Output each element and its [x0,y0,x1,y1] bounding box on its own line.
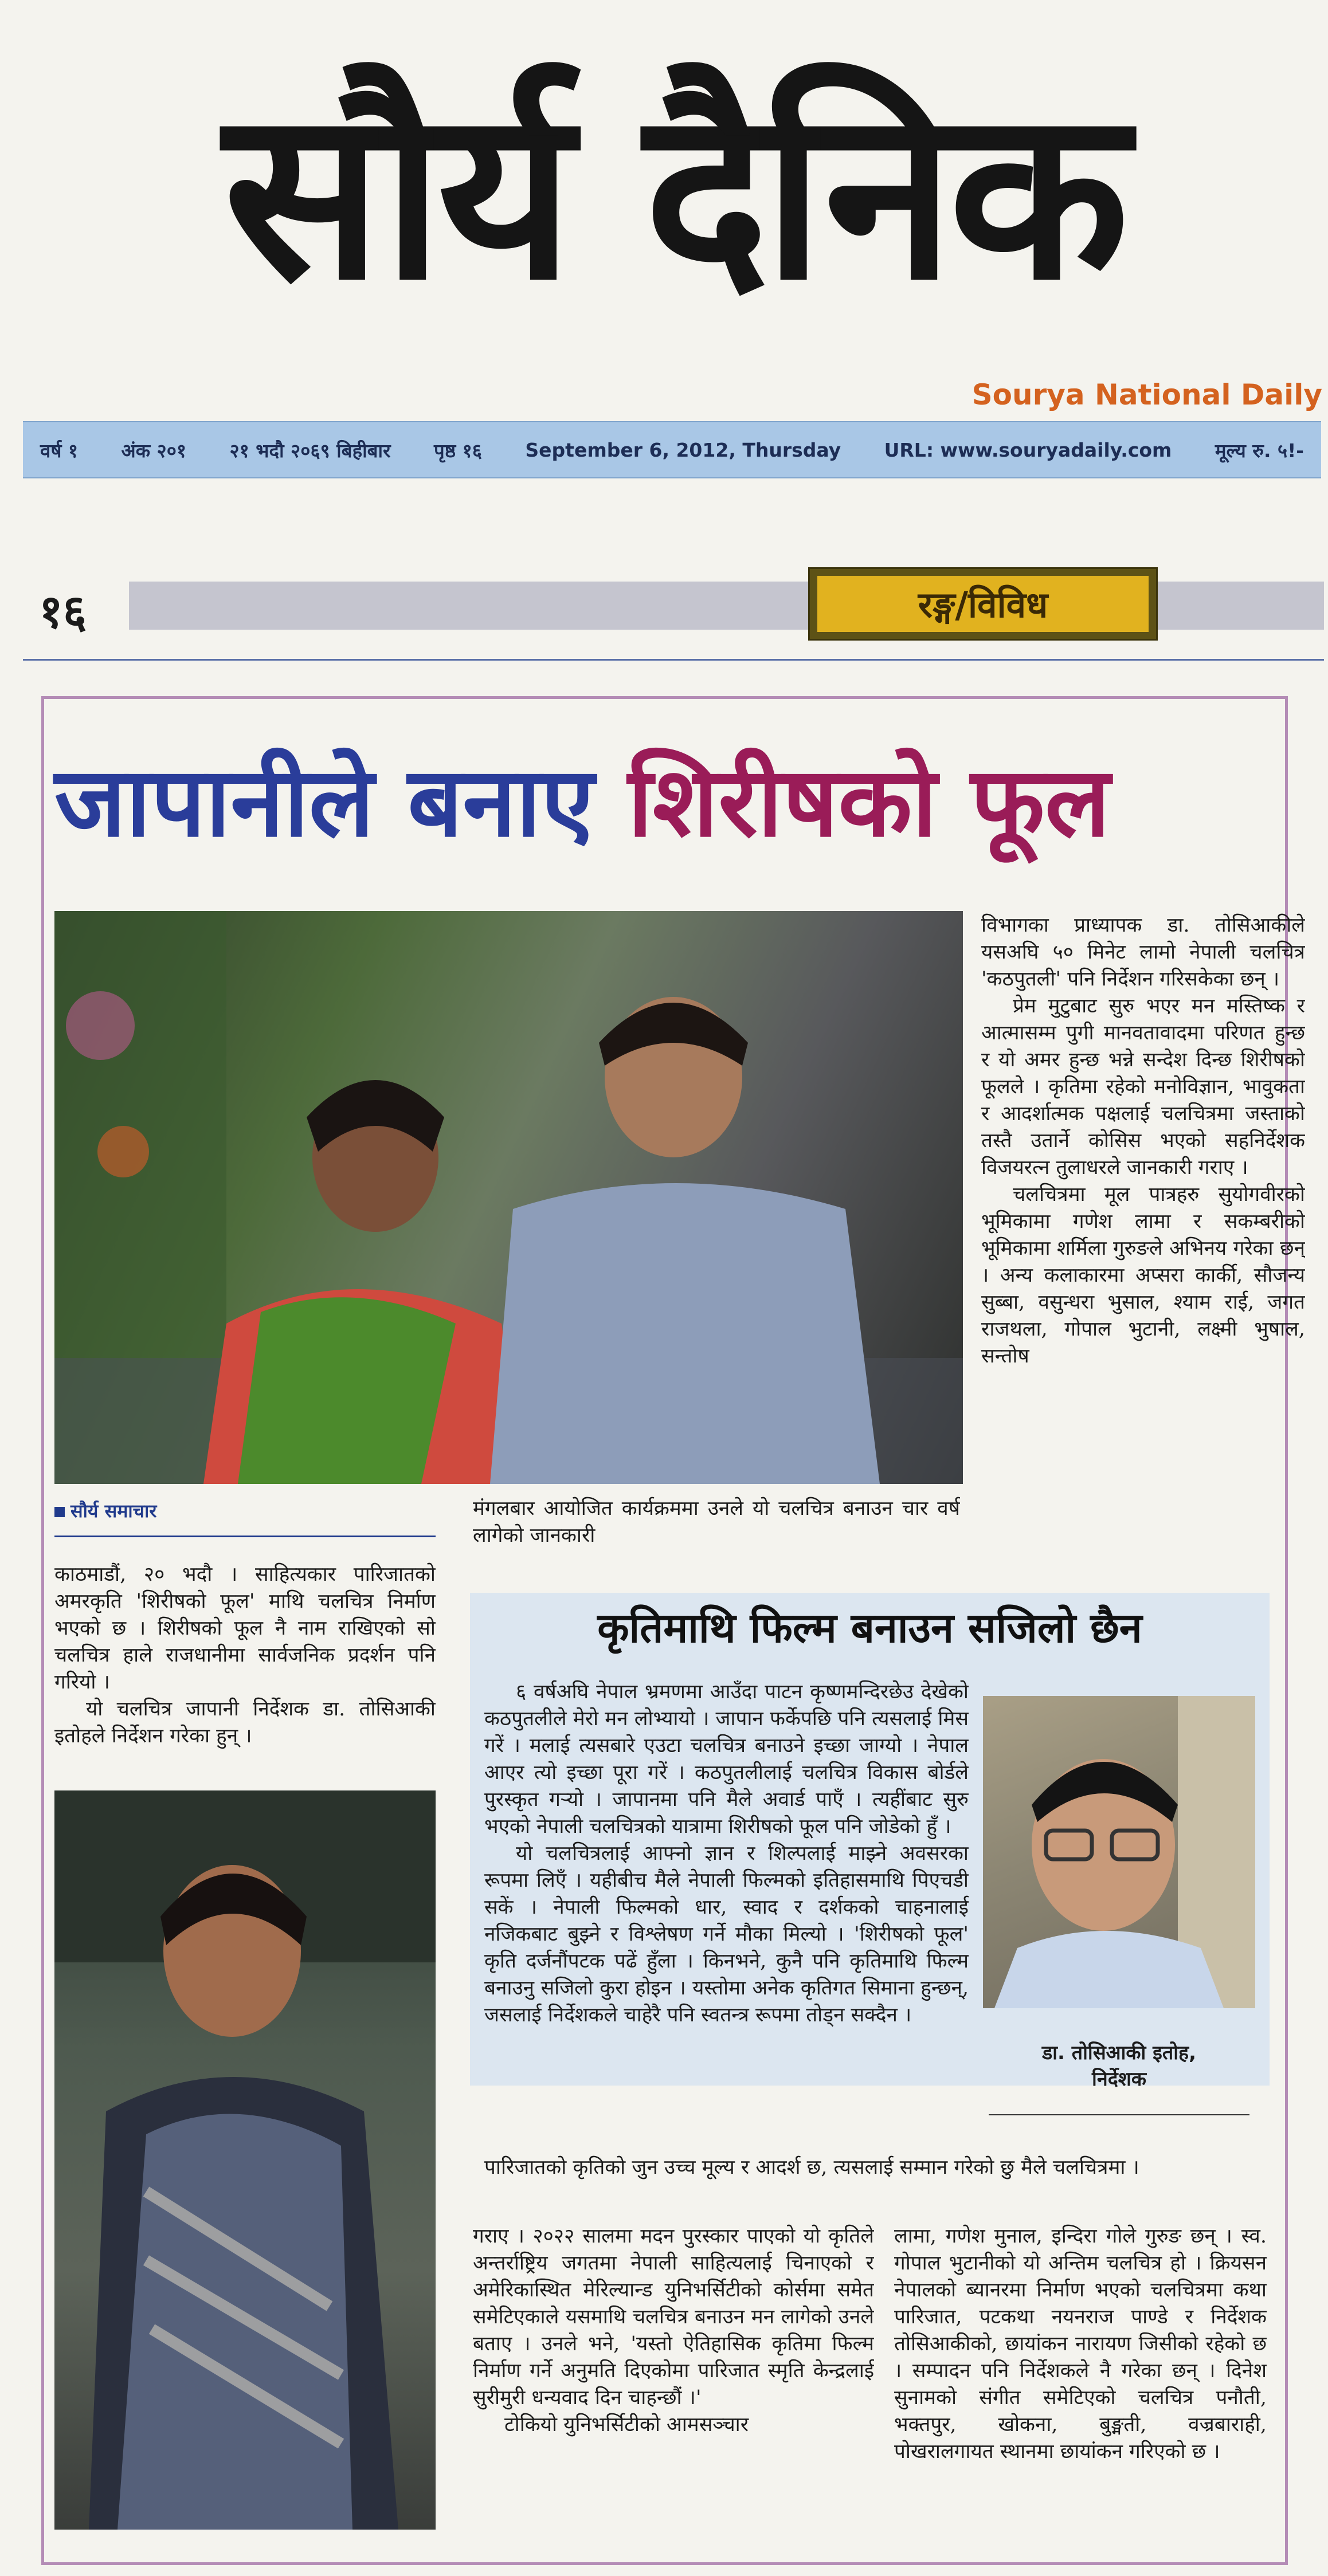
info-bar [23,421,1321,478]
caption-role: निर्देशक [1092,2068,1146,2091]
section-tag-label: रङ्ग/विविध [817,576,1149,632]
info-nepali-date: २१ भदौ २०६९ बिहीबार [229,439,391,462]
article-bottom-mid-column [473,2223,874,2544]
byline-text: सौर्य समाचार [70,1500,157,1522]
info-volume: वर्ष १ [40,439,79,462]
article-headline [54,745,1270,859]
bottom-mid-paragraph-1: गराए । २०२२ सालमा मदन पुरस्कार पाएको यो कृतिले अन्तर्राष्ट्रिय जगतमा नेपाली साहित्यलाई चिनाएको र अमेरिकास्थित मेरिल्यान्ड युनिभर्सिटीको कोर्समा समेत समेटिएकाले यसमाथि चलचित्र बनाउन मन लागेको उनले बताए । उनले भने, 'यस्तो ऐतिहासिक कृतिमा फिल्म निर्माण गर्ने अनुमति दिएकोमा पारिजात स्मृति केन्द्रलाई सुरीमुरी धन्यवाद दिन चाहन्छौं ।' [473,2225,874,2409]
bottom-right-paragraph: लामा, गणेश मुनाल, इन्दिरा गोले गुरुङ छन् । स्व. गोपाल भुटानीको यो अन्तिम चलचित्र हो । क्रियसन नेपालको ब्यानरमा निर्माण भएको चलचित्रमा कथा पारिजात, पटकथा नयनराज पाण्डे र निर्देशक तोसिआकीको, छायांकन नारायण जिसीको रहेको छ । सम्पादन पनि निर्देशकले नै गरेका छन् । दिनेश सुनामको संगीत समेटिएको चलचित्र पनौती, भक्तपुर, खोकना, बुङ्मती, वज्रबाराही, पोखरालगायत स्थानमा छायांकन गरिएको छ । [894,2225,1267,2463]
side-photo [54,1790,436,2530]
box-last-line: पारिजातको कृतिको जुन उच्च मूल्य र आदर्श छ, त्यसलाई सम्मान गरेको छु मैले चलचित्रमा । [484,2156,1139,2179]
article-right-column [981,912,1305,1554]
byline [54,1498,156,1523]
info-url: URL: www.souryadaily.com [884,438,1172,461]
right-col-paragraph-3: चलचित्रमा मूल पात्रहरु सुयोगवीरको भूमिकामा गणेश लामा र सकम्बरीको भूमिकामा शर्मिला गुरुङले अभिनय गरेका छन् । अन्य कलाकारमा अप्सरा कार्की, सौजन्य सुब्बा, वसुन्धरा भुसाल, श्याम राई, जगत राजथला, गोपाल भुटानी, लक्ष्मी भुषाल, सन्तोष [981,1183,1305,1368]
mid-col-top-text: मंगलबार आयोजित कार्यक्रममा उनले यो चलचित्र बनाउन चार वर्ष लागेको जानकारी [473,1497,960,1547]
left-col-paragraph-1: काठमाडौं, २० भदौ । साहित्यकार पारिजातको अमरकृति 'शिरीषको फूल' माथि चलचित्र निर्माण भएको छ । शिरीषको फूल नै नाम राखिएको सो चलचित्र हाले राजधानीमा सार्वजनिक प्रदर्शन पनि गरियो । [54,1563,436,1694]
info-price: मूल्य रु. ५!- [1215,439,1304,462]
box-paragraph-2: यो चलचित्रलाई आफ्नो ज्ञान र शिल्पलाई माझ्ने अवसरका रूपमा लिएँ । यहीबीच मैले नेपाली फिल्मको इतिहासमाथि पिएचडी सकें । नेपाली फिल्मको धार, स्वाद र दर्शकको चाहनालाई नजिकबाट बुझ्ने र विश्लेषण गर्ने मौका मिल्यो । 'शिरीषको फूल' कृति दर्जनौंपटक पढें हुँला । किनभने, कुनै पनि कृतिमाथि फिल्म बनाउनु सजिलो कुरा होइन । यस्तोमा अनेक कृतिगत सिमाना हुन्छन्, जसलाई निर्देशकले चाहेरै पनि स्वतन्त्र रूपमा तोड्न सक्दैन । [484,1842,969,2027]
headline-part-1: जापानीले बनाए [54,746,594,858]
header-rule [23,659,1324,661]
caption-rule [989,2114,1249,2115]
section-tag [808,567,1158,641]
page-number: १६ [39,585,87,638]
caption-name: डा. तोसिआकी इतोह, [1041,2041,1197,2064]
right-col-paragraph-1: विभागका प्राध्यापक डा. तोसिआकीले यसअघि ५० मिनेट लामो नेपाली चलचित्र 'कठपुतली' पनि निर्देशन गरिसकेका छन् । [981,914,1305,991]
info-issue: अंक २०१ [121,439,187,462]
main-photo [54,911,963,1484]
interview-box-text [484,1679,969,2051]
director-photo [983,1696,1255,2008]
masthead-english-name: Sourya National Daily [971,378,1322,411]
byline-rule [54,1536,436,1537]
interview-box-title: कृतिमाथि फिल्म बनाउन सजिलो छैन [597,1604,1142,1652]
left-col-paragraph-2: यो चलचित्र जापानी निर्देशक डा. तोसिआकी इतोहले निर्देशन गरेका हुन् । [54,1698,436,1748]
article-left-column [54,1561,436,1785]
article-mid-top [473,1495,960,1564]
interview-box-last-line [484,2154,1270,2186]
director-caption [983,2040,1255,2092]
box-paragraph-1: ६ वर्षअघि नेपाल भ्रमणमा आउँदा पाटन कृष्णमन्दिरछेउ देखेको कठपुतलीले मेरो मन लोभ्यायो । जापान फर्केपछि पनि त्यसलाई मिस गरें । मलाई त्यसबारे एउटा चलचित्र बनाउने इच्छा जाग्यो । नेपाल आएर त्यो इच्छा पूरा गरें । कठपुतलीलाई चलचित्र विकास बोर्डले पुरस्कृत गर्‍यो । जापानमा पनि मैले अवार्ड पाएँ । त्यहींबाट सुरु भएको नेपाली चलचित्रको यात्रामा शिरीषको फूल पनि जोडेको हुँ । [484,1680,969,1838]
right-col-paragraph-2: प्रेम मुटुबाट सुरु भएर मन मस्तिष्क र आत्मासम्म पुगी मानवतावादमा परिणत हुन्छ र यो अमर हुन्छ भन्ने सन्देश दिन्छ शिरीषको फूलले । कृतिमा रहेको मनोविज्ञान, भावुकता र आदर्शात्मक पक्षलाई चलचित्रमा जस्ताको तस्तै उतार्ने कोसिस भएको सहनिर्देशक विजयरत्न तुलाधरले जानकारी गराए । [981,995,1305,1179]
info-english-date: September 6, 2012, Thursday [525,438,841,461]
masthead-title: सौर्य दैनिक [223,58,1124,332]
info-page: पृष्ठ १६ [433,439,482,462]
article-bottom-right-column [894,2223,1267,2544]
headline-part-2: शिरीषको फूल [628,746,1110,858]
byline-square-icon [54,1507,65,1517]
bottom-mid-paragraph-2: टोकियो युनिभर्सिटीको आमसञ्चार [504,2413,749,2436]
